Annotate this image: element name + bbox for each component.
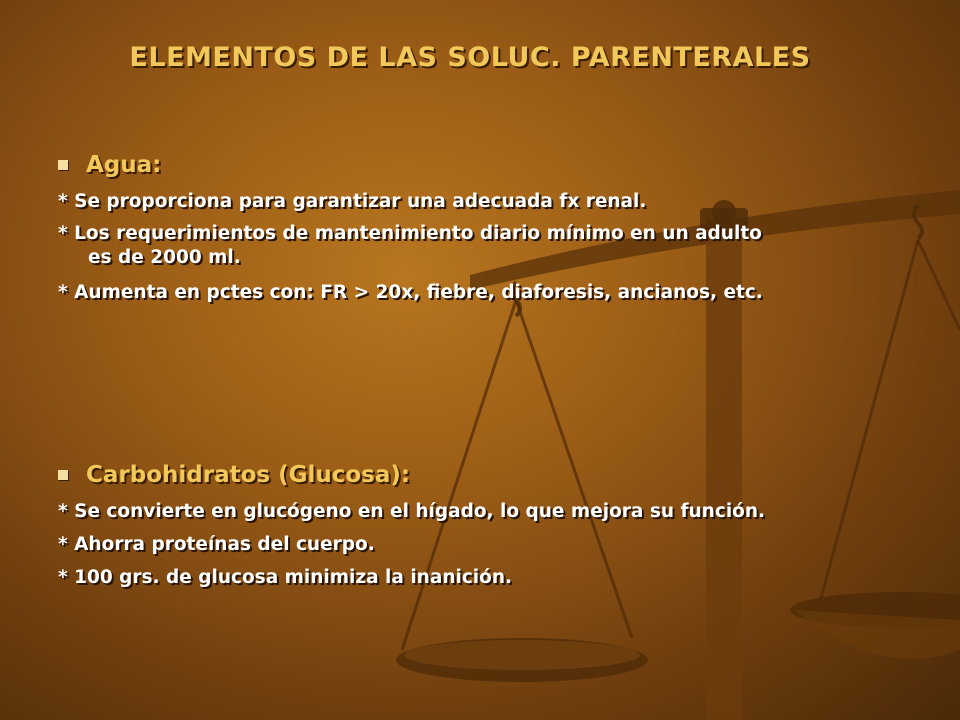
- slide-title: ELEMENTOS DE LAS SOLUC. PARENTERALES: [129, 42, 811, 73]
- section-lines: [58, 190, 763, 305]
- text-line: * Ahorra proteínas del cuerpo.: [58, 534, 375, 555]
- text-line: * Los requerimientos de mantenimiento diario mínimo en un adulto: [58, 223, 762, 244]
- text-line: * Se proporciona para garantizar una adecuada fx renal.: [58, 191, 647, 212]
- section-lines: [58, 500, 765, 590]
- section-heading-text: Agua:: [86, 152, 162, 178]
- section-heading: [58, 152, 763, 178]
- text-line: * Se convierte en glucógeno en el hígado, lo que mejora su función.: [58, 501, 766, 522]
- section-heading: [58, 462, 765, 488]
- section-agua: [58, 152, 763, 305]
- text-line: * 100 grs. de glucosa minimiza la inanición.: [58, 567, 513, 588]
- square-bullet-icon: [58, 160, 68, 170]
- section-heading-text: Carbohidratos (Glucosa):: [86, 462, 411, 488]
- section-carbohidratos: [58, 462, 765, 590]
- square-bullet-icon: [58, 470, 68, 480]
- text-line: * Aumenta en pctes con: FR > 20x, fiebre, diaforesis, ancianos, etc.: [58, 282, 763, 303]
- text-line: es de 2000 ml.: [88, 247, 241, 268]
